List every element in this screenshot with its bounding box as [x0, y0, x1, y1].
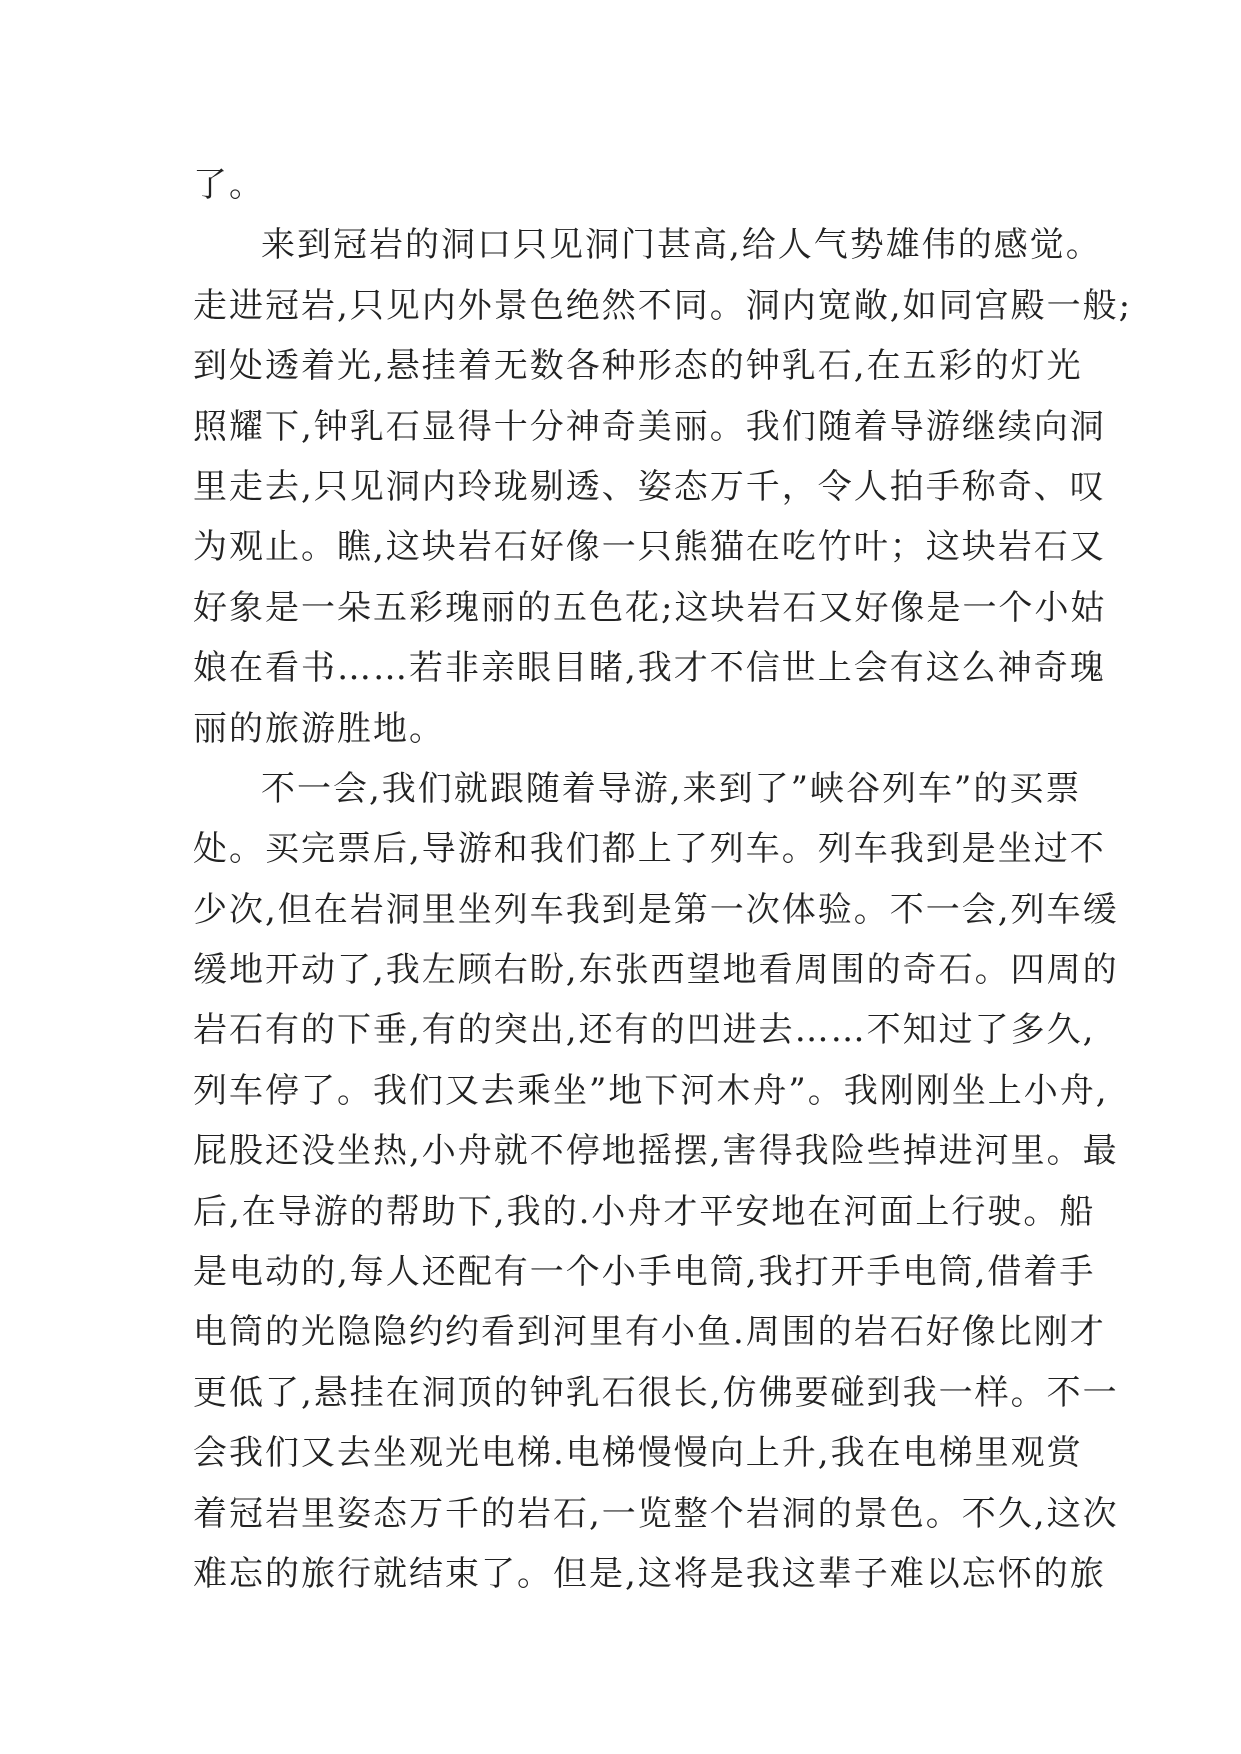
text-line: 少次,但在岩洞里坐列车我到是第一次体验。不一会,列车缓 — [193, 889, 1119, 930]
text-line: 着冠岩里姿态万千的岩石,一览整个岩洞的景色。不久,这次 — [193, 1493, 1119, 1534]
text-line: 岩石有的下垂,有的突出,还有的凹进去……不知过了多久, — [193, 1010, 1096, 1051]
text-line: 是电动的,每人还配有一个小手电筒,我打开手电筒,借着手 — [193, 1252, 1096, 1293]
text-line: 不一会,我们就跟随着导游,来到了”峡谷列车”的买票 — [261, 768, 1082, 809]
text-line: 来到冠岩的洞口只见洞门甚高,给人气势雄伟的感觉。 — [261, 225, 1102, 266]
text-line: 列车停了。我们又去乘坐”地下河木舟”。我刚刚坐上小舟, — [193, 1070, 1109, 1111]
text-line: 后,在导游的帮助下,我的.小舟才平安地在河面上行驶。船 — [193, 1191, 1096, 1232]
body-text — [193, 155, 1133, 1604]
text-line: 电筒的光隐隐约约看到河里有小鱼.周围的岩石好像比刚才 — [193, 1312, 1106, 1353]
text-line: 照耀下,钟乳石显得十分神奇美丽。我们随着导游继续向洞 — [193, 406, 1106, 447]
text-line: 缓地开动了,我左顾右盼,东张西望地看周围的奇石。四周的 — [193, 950, 1119, 991]
text-line: 到处透着光,悬挂着无数各种形态的钟乳石,在五彩的灯光 — [193, 346, 1083, 387]
text-line: 里走去,只见洞内玲珑剔透、姿态万千，令人拍手称奇、叹 — [193, 466, 1106, 507]
text-line: 会我们又去坐观光电梯.电梯慢慢向上升,我在电梯里观赏 — [193, 1433, 1083, 1474]
text-line: 更低了,悬挂在洞顶的钟乳石很长,仿佛要碰到我一样。不一 — [193, 1372, 1119, 1413]
text-line: 为观止。瞧,这块岩石好像一只熊猫在吃竹叶；这块岩石又 — [193, 527, 1106, 568]
text-line: 难忘的旅行就结束了。但是,这将是我这辈子难以忘怀的旅 — [193, 1553, 1106, 1594]
text-line: 娘在看书……若非亲眼目睹,我才不信世上会有这么神奇瑰 — [193, 648, 1106, 689]
text-line: 走进冠岩,只见内外景色绝然不同。洞内宽敞,如同宫殿一般; — [193, 285, 1133, 326]
text-line: 好象是一朵五彩瑰丽的五色花;这块岩石又好像是一个小姑 — [193, 587, 1107, 628]
text-line: 丽的旅游胜地。 — [193, 708, 445, 749]
text-line: 屁股还没坐热,小舟就不停地摇摆,害得我险些掉进河里。最 — [193, 1131, 1119, 1172]
text-line: 了。 — [193, 165, 265, 205]
text-line: 处。买完票后,导游和我们都上了列车。列车我到是坐过不 — [193, 829, 1106, 870]
